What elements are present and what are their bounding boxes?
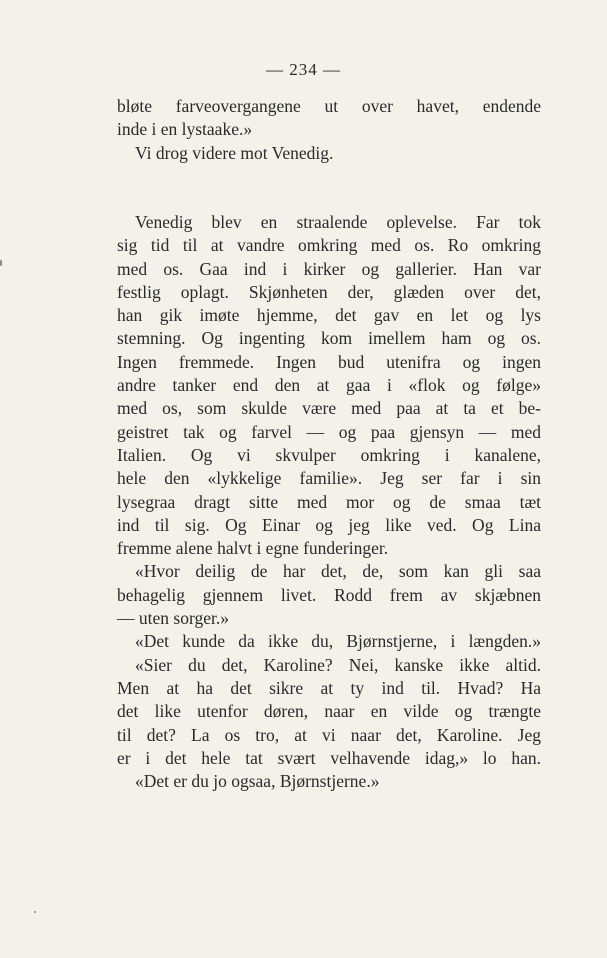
- text-line: bløte farveovergangene ut over havet, endende: [117, 96, 541, 116]
- page-number: — 234 —: [266, 60, 341, 79]
- text-line: lysegraa dragt sitte med mor og de smaa tæt: [117, 491, 541, 512]
- text-line: med os, som skulde være med paa at ta et be-: [117, 398, 541, 419]
- text-line: er i det hele tat svært velhavende idag,» lo han.: [117, 747, 541, 768]
- text-block-venice: [117, 211, 541, 793]
- text-line: festlig oplagt. Skjønheten der, glæden over det,: [117, 281, 541, 302]
- text-line: ind til sig. Og Einar og jeg like ved. Og Lina: [117, 514, 541, 535]
- text-line: «Det er du jo ogsaa, Bjørnstjerne.»: [135, 771, 380, 792]
- text-line: Vi drog videre mot Venedig.: [135, 142, 334, 163]
- text-line: det like utenfor døren, naar en vilde og trængte: [117, 701, 541, 722]
- text-line: med os. Gaa ind i kirker og gallerier. Han var: [117, 258, 541, 279]
- text-line: Men at ha det sikre at ty ind til. Hvad? Ha: [117, 677, 541, 698]
- paper-speck: [0, 260, 2, 266]
- text-line: behagelig gjennem livet. Rodd frem av skjæbnen: [117, 584, 541, 605]
- text-line: geistret tak og farvel — og paa gjensyn — med: [117, 421, 541, 442]
- text-line: Ingen fremmede. Ingen bud utenifra og ingen: [117, 351, 541, 372]
- text-line: «Hvor deilig de har det, de, som kan gli saa: [135, 561, 541, 582]
- text-line: «Det kunde da ikke du, Bjørnstjerne, i længden.»: [135, 631, 541, 652]
- text-block-continuation: [117, 95, 541, 165]
- text-line: Italien. Og vi skvulper omkring i kanalene,: [117, 444, 541, 465]
- text-line: til det? La os tro, at vi naar det, Karoline. Jeg: [117, 724, 541, 745]
- text-line: sig tid til at vandre omkring med os. Ro omkring: [117, 235, 541, 256]
- text-line: — uten sorger.»: [117, 608, 229, 629]
- text-line: fremme alene halvt i egne funderinger.: [117, 538, 389, 559]
- paper-speck: [34, 911, 36, 913]
- text-line: «Sier du det, Karoline? Nei, kanske ikke altid.: [135, 654, 541, 675]
- text-line: hele den «lykkelige familie». Jeg ser far i sin: [117, 468, 541, 489]
- text-line: inde i en lystaake.»: [117, 119, 253, 140]
- text-line: Venedig blev en straalende oplevelse. Far tok: [135, 212, 541, 232]
- text-line: stemning. Og ingenting kom imellem ham og os.: [117, 328, 541, 349]
- text-line: han gik imøte hjemme, det gav en let og lys: [117, 305, 541, 326]
- text-line: andre tanker end den at gaa i «flok og følge»: [117, 375, 541, 396]
